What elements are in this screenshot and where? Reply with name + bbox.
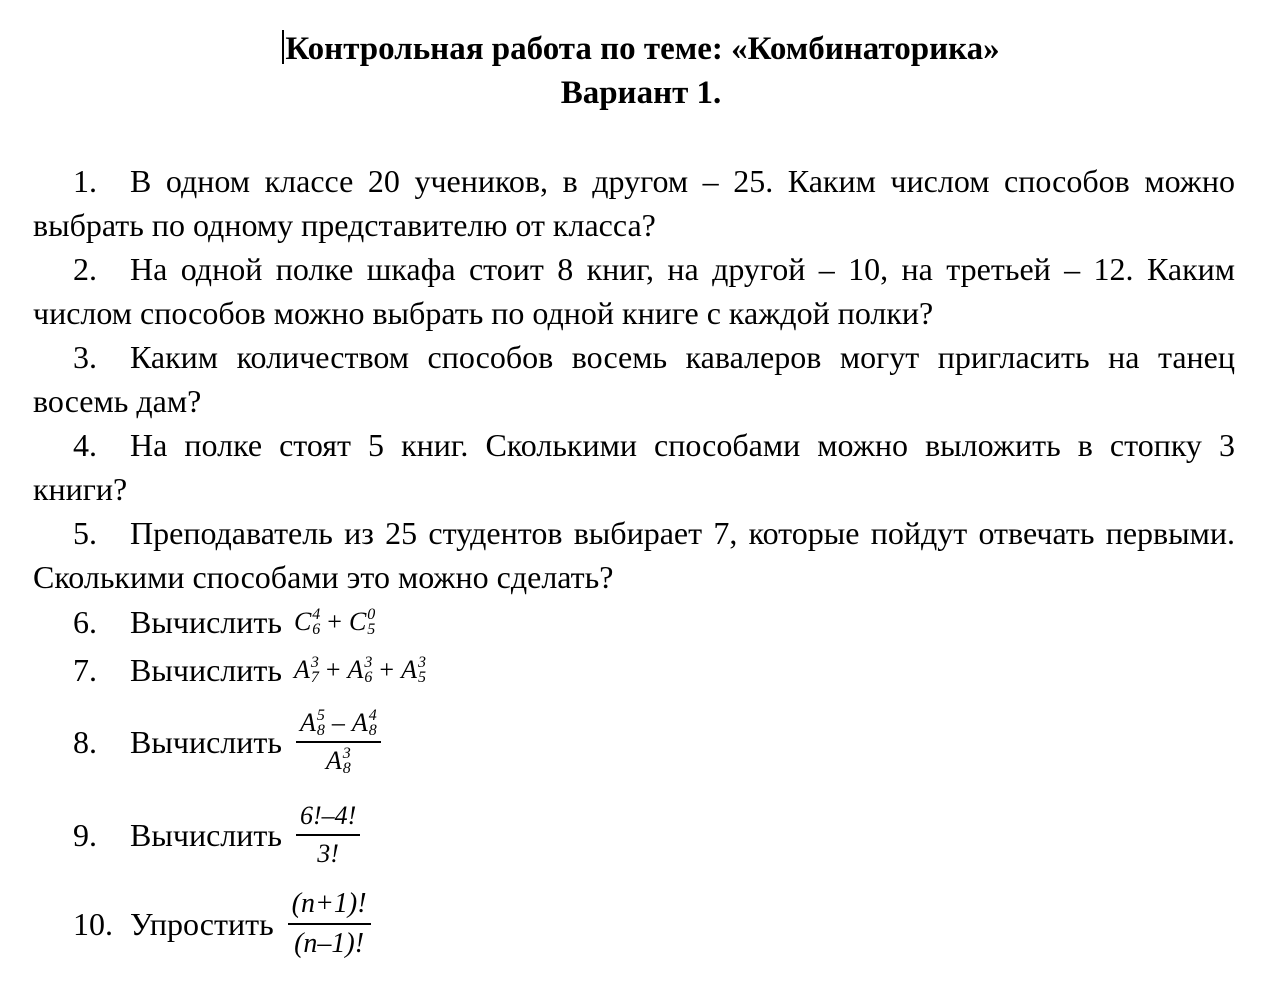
fraction-numerator: (n+1)! — [291, 888, 367, 919]
task-label: Упростить — [130, 905, 274, 942]
symbol-letter: A — [351, 708, 368, 737]
task-label: Вычислить — [130, 816, 282, 853]
task-number: 5. — [73, 515, 97, 551]
task-text: На одной полке шкафа стоит 8 книг, на другой – 10, на третьей – 12. Каким числом способов можно выбрать по одной книге с каждой полки? — [33, 251, 1235, 331]
task-text: В одном классе 20 учеников, в другом – 25. Каким числом способов можно выбрать по одному представителю от класса? — [33, 163, 1235, 243]
task-label: Вычислить — [130, 723, 282, 760]
subscript: 6 — [364, 669, 373, 686]
page-title — [0, 28, 1282, 70]
operator: + — [379, 655, 395, 684]
formula-6 — [294, 607, 375, 637]
operator: + — [327, 607, 342, 636]
task-text: Преподаватель из 25 студентов выбирает 7, которые пойдут отвечать первыми. Сколькими способами это можно сделать? — [33, 515, 1235, 595]
superscript: 4 — [312, 606, 321, 623]
subscript: 8 — [316, 722, 325, 739]
symbol-scripts — [317, 708, 325, 738]
formula-symbol — [300, 708, 325, 738]
task-number: 7. — [73, 651, 97, 688]
formula-symbol — [326, 746, 351, 776]
variant-label: Вариант 1. — [560, 75, 722, 111]
subscript: 5 — [417, 669, 426, 686]
formula-symbol — [349, 607, 375, 637]
task-7 — [33, 645, 1235, 695]
task-1 — [33, 159, 1235, 247]
task-5 — [33, 511, 1235, 599]
formula-8 — [296, 708, 381, 776]
subscript: 8 — [342, 760, 351, 777]
subscript: 8 — [368, 722, 377, 739]
symbol-scripts — [418, 655, 426, 685]
fraction-bar — [296, 834, 360, 836]
task-4 — [33, 423, 1235, 511]
task-label: Вычислить — [130, 603, 282, 640]
formula-7 — [294, 655, 426, 685]
task-8 — [33, 695, 1235, 789]
task-number: 2. — [73, 251, 97, 287]
fraction-denominator: 3! — [317, 839, 339, 868]
symbol-scripts — [367, 607, 375, 637]
symbol-letter: C — [293, 607, 312, 636]
superscript: 4 — [368, 707, 377, 724]
task-number: 4. — [73, 427, 97, 463]
symbol-letter: A — [401, 655, 417, 684]
fraction-denominator — [322, 746, 355, 776]
task-number: 3. — [73, 339, 97, 375]
fraction-bar — [288, 923, 371, 925]
task-text: На полке стоят 5 книг. Сколькими способами можно выложить в стопку 3 книги? — [33, 427, 1235, 507]
symbol-scripts — [369, 708, 377, 738]
symbol-letter: C — [348, 607, 367, 636]
task-2 — [33, 247, 1235, 335]
task-number: 6. — [73, 603, 97, 640]
header — [0, 28, 1282, 114]
formula-symbol — [401, 655, 426, 685]
fraction-numerator — [296, 708, 381, 738]
fraction-denominator: (n–1)! — [294, 928, 365, 959]
formula-symbol — [294, 655, 319, 685]
title-text: Контрольная работа по теме: «Комбинаторика» — [285, 31, 1000, 67]
task-label: Вычислить — [130, 651, 282, 688]
operator: + — [325, 655, 341, 684]
subscript: 5 — [367, 621, 376, 638]
fraction-numerator: 6!–4! — [299, 801, 357, 830]
formula-symbol — [348, 655, 373, 685]
superscript: 3 — [342, 745, 351, 762]
superscript: 0 — [367, 606, 376, 623]
symbol-scripts — [343, 746, 351, 776]
subscript: 7 — [310, 669, 319, 686]
operator: – — [331, 708, 345, 737]
superscript: 3 — [310, 654, 319, 671]
formula-symbol — [352, 708, 377, 738]
superscript: 3 — [364, 654, 373, 671]
task-9 — [33, 789, 1235, 881]
task-list — [33, 159, 1235, 967]
fraction-bar — [296, 741, 381, 743]
formula-10 — [288, 888, 371, 960]
task-6 — [33, 599, 1235, 645]
symbol-letter: A — [293, 655, 310, 684]
task-text: Каким количеством способов восемь кавалеров могут пригласить на танец восемь дам? — [33, 339, 1235, 419]
symbol-letter: A — [325, 746, 342, 775]
superscript: 5 — [316, 707, 325, 724]
task-10 — [33, 881, 1235, 967]
formula-9 — [296, 801, 360, 869]
symbol-letter: A — [299, 708, 316, 737]
formula-symbol — [294, 607, 320, 637]
task-number: 10. — [73, 905, 113, 942]
symbol-scripts — [364, 655, 372, 685]
task-3 — [33, 335, 1235, 423]
superscript: 3 — [417, 654, 426, 671]
task-number: 1. — [73, 163, 97, 199]
subscript: 6 — [312, 621, 321, 638]
task-number: 9. — [73, 816, 97, 853]
symbol-scripts — [312, 607, 320, 637]
task-number: 8. — [73, 723, 97, 760]
symbol-letter: A — [347, 655, 364, 684]
symbol-scripts — [311, 655, 319, 685]
